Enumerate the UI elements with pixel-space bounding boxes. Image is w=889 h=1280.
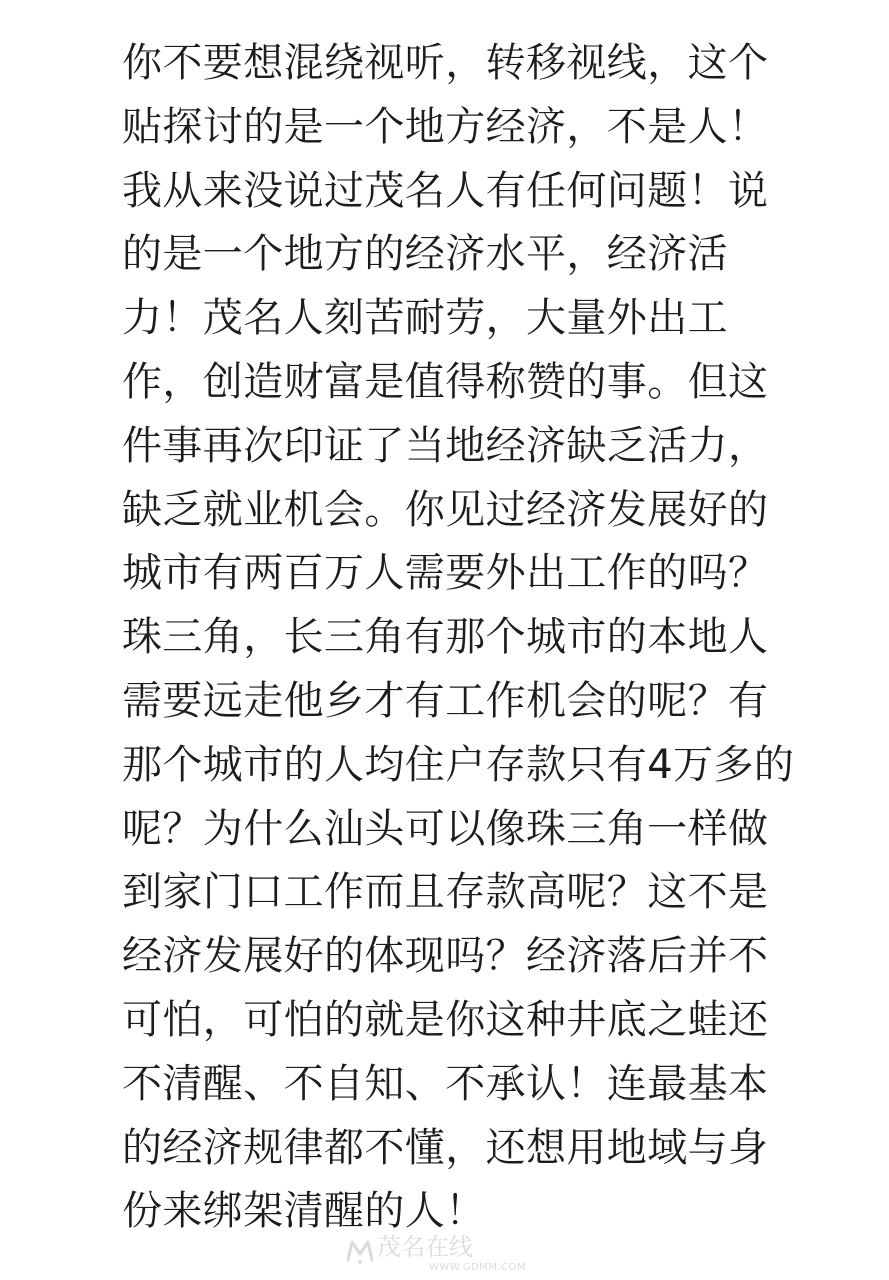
watermark-title: 茂名在线	[377, 1233, 473, 1261]
post-line: 可怕，可怕的就是你这种井底之蛙还	[122, 996, 769, 1043]
site-watermark	[345, 1232, 550, 1278]
post-line: 我从来没说过茂名人有任何问题！说	[122, 167, 769, 214]
post-line: 件事再次印证了当地经济缺乏活力，	[122, 422, 769, 469]
post-line: 作，创造财富是值得称赞的事。但这	[122, 358, 769, 405]
post-line: 缺乏就业机会。你见过经济发展好的	[122, 486, 769, 533]
post-line: 力！茂名人刻苦耐劳，大量外出工	[122, 295, 728, 342]
watermark-url: WWW.GDMM.COM	[429, 1262, 527, 1273]
post-line: 经济发展好的体现吗？经济落后并不	[122, 933, 769, 980]
post-line: 呢？为什么汕头可以像珠三角一样做	[122, 805, 769, 852]
post-line: 你不要想混绕视听，转移视线，这个	[122, 40, 769, 86]
post-line: 那个城市的人均住户存款只有4万多的	[122, 741, 795, 788]
post-line: 不清醒、不自知、不承认！连最基本	[122, 1060, 769, 1107]
post-line: 到家门口工作而且存款高呢？这不是	[122, 869, 769, 916]
post-line: 城市有两百万人需要外出工作的吗？	[122, 550, 769, 597]
post-body	[122, 32, 842, 1244]
post-line: 珠三角，长三角有那个城市的本地人	[122, 614, 769, 661]
post-line: 的是一个地方的经济水平，经济活	[122, 231, 728, 278]
post-line: 的经济规律都不懂，还想用地域与身	[122, 1124, 769, 1171]
post-line: 份来绑架清醒的人！	[122, 1188, 486, 1235]
mm-logo-icon	[345, 1236, 375, 1266]
post-line: 贴探讨的是一个地方经济，不是人！	[122, 103, 769, 150]
post-line: 需要远走他乡才有工作机会的呢？有	[122, 677, 769, 724]
